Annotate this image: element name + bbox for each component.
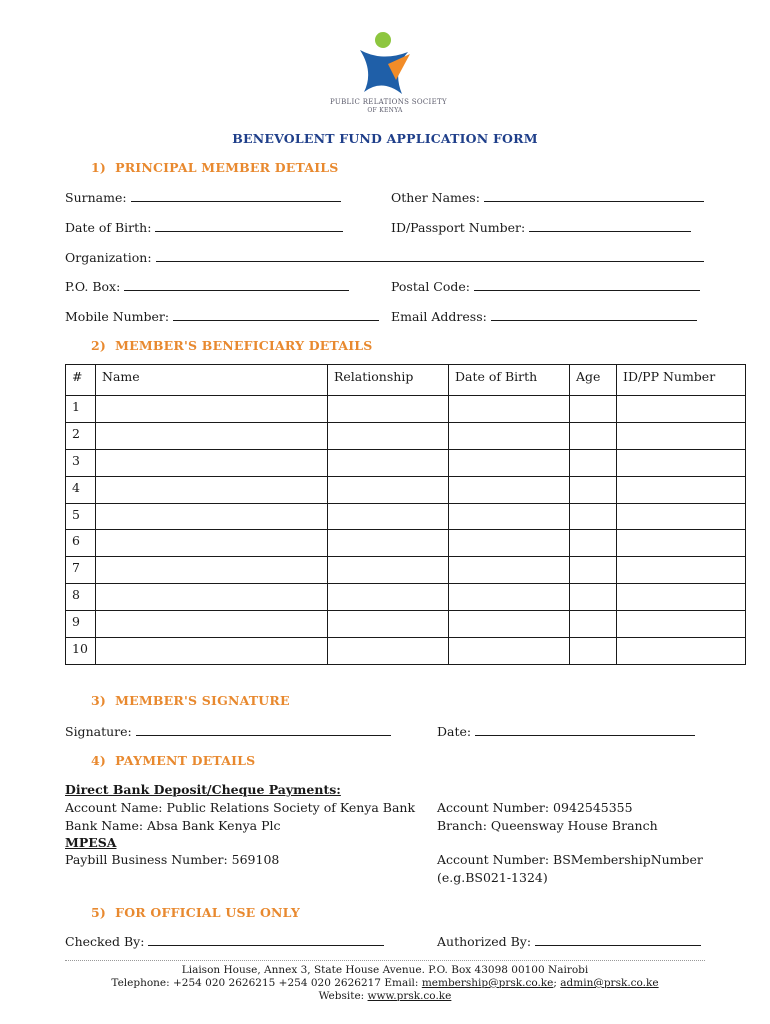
- po-box-label: P.O. Box:: [65, 279, 121, 294]
- organization-label: Organization:: [65, 250, 152, 265]
- name-cell[interactable]: [96, 530, 328, 557]
- signature-date-field[interactable]: [475, 724, 695, 736]
- signature-date-label: Date:: [437, 724, 472, 739]
- postal-code-row: [391, 279, 700, 294]
- name-cell[interactable]: [96, 396, 328, 423]
- id-pp-cell[interactable]: [617, 584, 746, 611]
- organization-field[interactable]: [156, 250, 704, 262]
- section5-heading: 5) FOR OFFICIAL USE ONLY: [91, 905, 300, 920]
- section4-heading: 4) PAYMENT DETAILS: [91, 753, 256, 768]
- age-cell[interactable]: [570, 449, 617, 476]
- admin-email-link[interactable]: admin@prsk.co.ke: [560, 977, 659, 989]
- age-cell[interactable]: [570, 422, 617, 449]
- name-cell[interactable]: [96, 449, 328, 476]
- dob-cell[interactable]: [449, 584, 570, 611]
- table-row: [66, 503, 746, 530]
- relationship-cell[interactable]: [328, 449, 449, 476]
- row-number: 10: [66, 638, 96, 665]
- col-number: #: [66, 365, 96, 396]
- footer-divider: [65, 960, 705, 961]
- footer-telephone: Telephone: +254 020 2626215 +254 020 2626217 Email:: [111, 977, 419, 989]
- email-field[interactable]: [491, 309, 697, 321]
- id-pp-cell[interactable]: [617, 530, 746, 557]
- bank-heading: Direct Bank Deposit/Cheque Payments:: [65, 782, 341, 797]
- id-passport-field[interactable]: [529, 220, 691, 232]
- id-pp-cell[interactable]: [617, 449, 746, 476]
- row-number: 2: [66, 422, 96, 449]
- name-cell[interactable]: [96, 422, 328, 449]
- logo-text-line2: OF KENYA: [367, 107, 403, 114]
- col-dob: Date of Birth: [449, 365, 570, 396]
- relationship-cell[interactable]: [328, 503, 449, 530]
- authorized-by-field[interactable]: [535, 934, 701, 946]
- checked-by-row: [65, 934, 384, 949]
- footer-website-label: Website:: [318, 990, 365, 1002]
- id-pp-cell[interactable]: [617, 611, 746, 638]
- mpesa-heading: MPESA: [65, 835, 117, 850]
- table-row: [66, 396, 746, 423]
- age-cell[interactable]: [570, 530, 617, 557]
- checked-by-field[interactable]: [148, 934, 384, 946]
- id-pp-cell[interactable]: [617, 503, 746, 530]
- footer-address: Liaison House, Annex 3, State House Avenue. P.O. Box 43098 00100 Nairobi: [181, 964, 589, 976]
- dob-row: [65, 220, 343, 235]
- dob-cell[interactable]: [449, 530, 570, 557]
- col-relationship: Relationship: [328, 365, 449, 396]
- dob-cell[interactable]: [449, 638, 570, 665]
- dob-cell[interactable]: [449, 422, 570, 449]
- mobile-field[interactable]: [173, 309, 379, 321]
- account-number: Account Number: 0942545355: [437, 800, 633, 815]
- mpesa-example: (e.g.BS021-1324): [437, 870, 548, 885]
- email-row: [391, 309, 697, 324]
- dob-cell[interactable]: [449, 476, 570, 503]
- account-name: Account Name: Public Relations Society of Kenya Bank: [65, 800, 416, 815]
- website-link[interactable]: www.prsk.co.ke: [367, 990, 452, 1002]
- email-label: Email Address:: [391, 309, 487, 324]
- col-id-pp: ID/PP Number: [617, 365, 746, 396]
- id-pp-cell[interactable]: [617, 638, 746, 665]
- table-row: [66, 611, 746, 638]
- relationship-cell[interactable]: [328, 396, 449, 423]
- age-cell[interactable]: [570, 584, 617, 611]
- age-cell[interactable]: [570, 476, 617, 503]
- form-title: BENEVOLENT FUND APPLICATION FORM: [232, 131, 538, 146]
- id-passport-label: ID/Passport Number:: [391, 220, 526, 235]
- table-row: [66, 422, 746, 449]
- organization-row: [65, 250, 704, 265]
- row-number: 8: [66, 584, 96, 611]
- beneficiary-table: [65, 364, 746, 665]
- row-number: 5: [66, 503, 96, 530]
- id-pp-cell[interactable]: [617, 396, 746, 423]
- paybill-number: Paybill Business Number: 569108: [65, 852, 280, 867]
- section1-heading: 1) PRINCIPAL MEMBER DETAILS: [91, 160, 339, 175]
- other-names-row: [391, 190, 704, 205]
- dob-label: Date of Birth:: [65, 220, 152, 235]
- logo: [330, 28, 447, 120]
- mpesa-account-number: Account Number: BSMembershipNumber: [437, 852, 703, 867]
- dob-cell[interactable]: [449, 503, 570, 530]
- row-number: 3: [66, 449, 96, 476]
- name-cell[interactable]: [96, 557, 328, 584]
- table-row: [66, 557, 746, 584]
- name-cell[interactable]: [96, 476, 328, 503]
- table-row: [66, 449, 746, 476]
- relationship-cell[interactable]: [328, 530, 449, 557]
- footer-email-separator: ;: [553, 977, 557, 989]
- name-cell[interactable]: [96, 611, 328, 638]
- table-row: [66, 530, 746, 557]
- signature-label: Signature:: [65, 724, 132, 739]
- dob-cell[interactable]: [449, 396, 570, 423]
- age-cell[interactable]: [570, 557, 617, 584]
- authorized-by-label: Authorized By:: [437, 934, 532, 949]
- signature-field[interactable]: [136, 724, 391, 736]
- id-pp-cell[interactable]: [617, 476, 746, 503]
- mobile-row: [65, 309, 379, 324]
- other-names-label: Other Names:: [391, 190, 480, 205]
- relationship-cell[interactable]: [328, 638, 449, 665]
- row-number: 9: [66, 611, 96, 638]
- row-number: 4: [66, 476, 96, 503]
- branch: Branch: Queensway House Branch: [437, 818, 658, 833]
- relationship-cell[interactable]: [328, 611, 449, 638]
- col-age: Age: [570, 365, 617, 396]
- dob-cell[interactable]: [449, 557, 570, 584]
- po-box-field[interactable]: [124, 279, 349, 291]
- dob-cell[interactable]: [449, 449, 570, 476]
- logo-text-line1: PUBLIC RELATIONS SOCIETY: [330, 98, 447, 106]
- authorized-by-row: [437, 934, 701, 949]
- po-box-row: [65, 279, 349, 294]
- row-number: 1: [66, 396, 96, 423]
- surname-row: [65, 190, 341, 205]
- name-cell[interactable]: [96, 584, 328, 611]
- age-cell[interactable]: [570, 638, 617, 665]
- postal-code-label: Postal Code:: [391, 279, 470, 294]
- name-cell[interactable]: [96, 638, 328, 665]
- table-row: [66, 584, 746, 611]
- footer-website-row: [0, 990, 770, 1002]
- bank-name: Bank Name: Absa Bank Kenya Plc: [65, 818, 281, 833]
- id-row: [391, 220, 691, 235]
- row-number: 7: [66, 557, 96, 584]
- dob-cell[interactable]: [449, 611, 570, 638]
- age-cell[interactable]: [570, 503, 617, 530]
- relationship-cell[interactable]: [328, 584, 449, 611]
- relationship-cell[interactable]: [328, 422, 449, 449]
- table-row: [66, 638, 746, 665]
- signature-date-row: [437, 724, 695, 739]
- table-row: [66, 476, 746, 503]
- dob-field[interactable]: [155, 220, 343, 232]
- name-cell[interactable]: [96, 503, 328, 530]
- id-pp-cell[interactable]: [617, 422, 746, 449]
- other-names-field[interactable]: [484, 190, 704, 202]
- table-header-row: [66, 365, 746, 396]
- relationship-cell[interactable]: [328, 557, 449, 584]
- membership-email-link[interactable]: membership@prsk.co.ke: [421, 977, 554, 989]
- age-cell[interactable]: [570, 396, 617, 423]
- prsk-logo-icon: [330, 28, 440, 98]
- row-number: 6: [66, 530, 96, 557]
- id-pp-cell[interactable]: [617, 557, 746, 584]
- mobile-label: Mobile Number:: [65, 309, 170, 324]
- surname-label: Surname:: [65, 190, 127, 205]
- footer-contacts: [0, 977, 770, 989]
- surname-field[interactable]: [131, 190, 341, 202]
- section2-heading: 2) MEMBER'S BENEFICIARY DETAILS: [91, 338, 373, 353]
- signature-row: [65, 724, 391, 739]
- relationship-cell[interactable]: [328, 476, 449, 503]
- age-cell[interactable]: [570, 611, 617, 638]
- col-name: Name: [96, 365, 328, 396]
- section3-heading: 3) MEMBER'S SIGNATURE: [91, 693, 290, 708]
- postal-code-field[interactable]: [474, 279, 700, 291]
- checked-by-label: Checked By:: [65, 934, 145, 949]
